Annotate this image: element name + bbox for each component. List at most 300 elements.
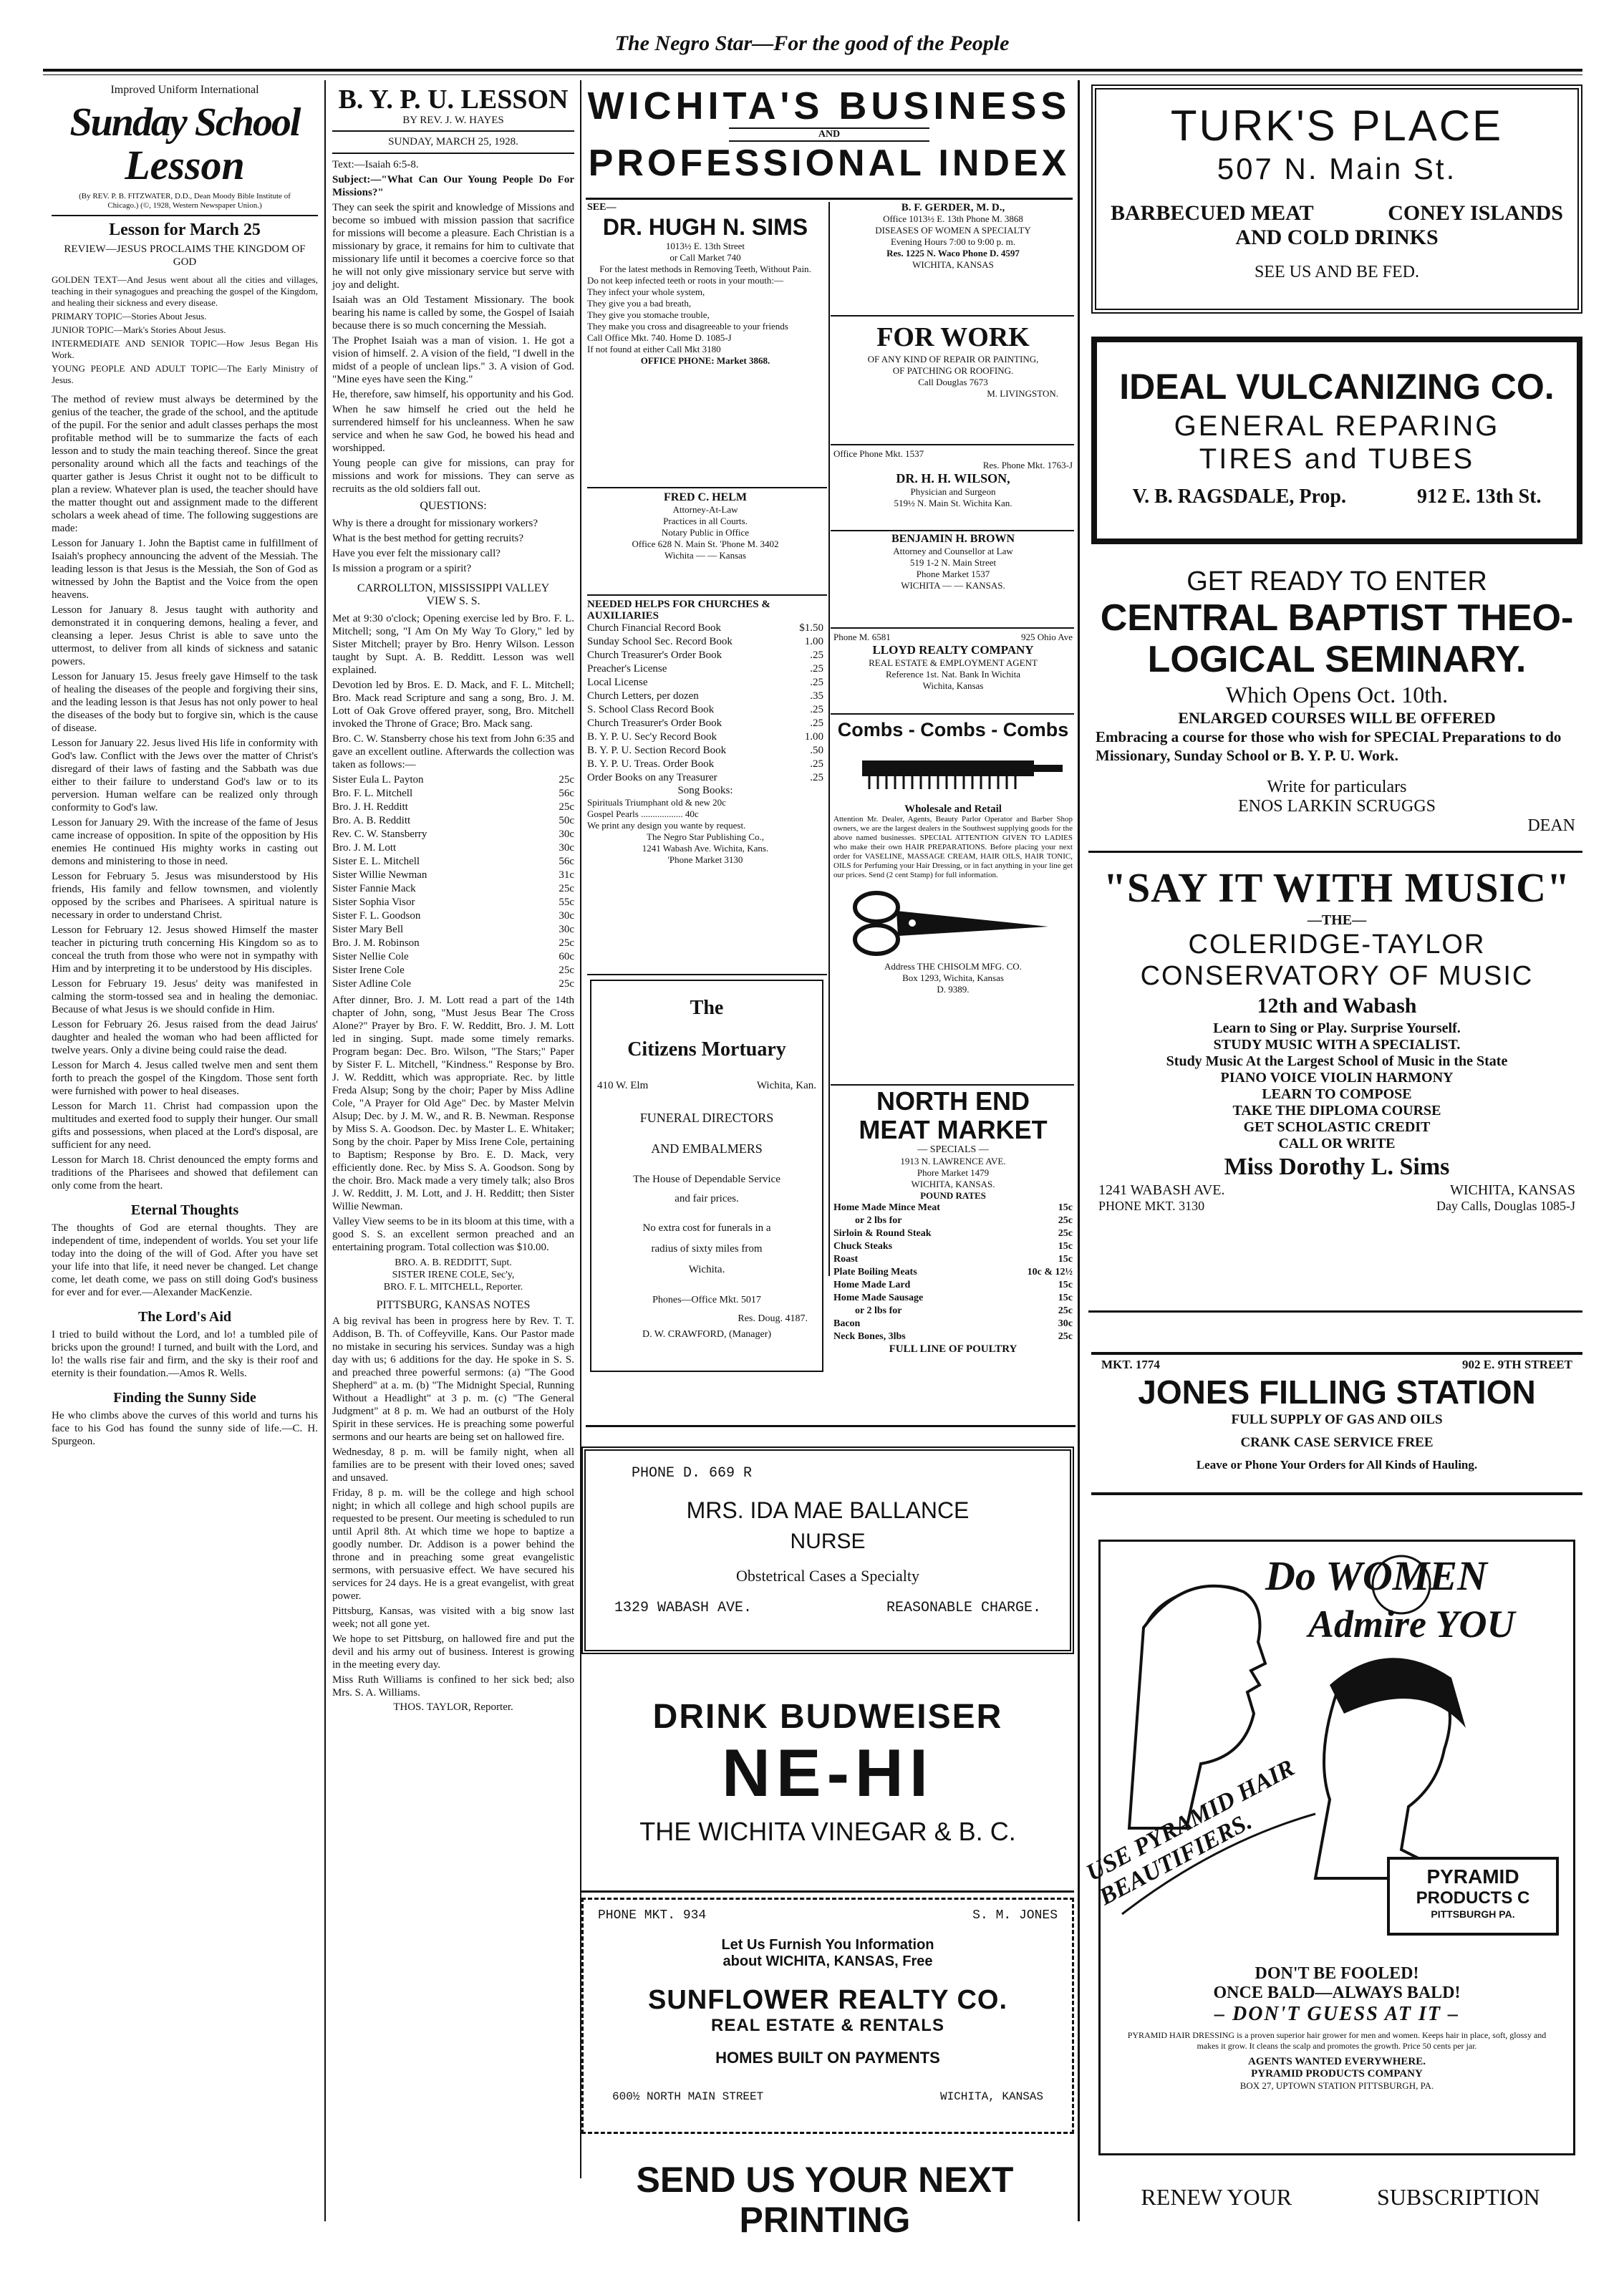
divider (587, 594, 827, 596)
seminary-line: GET READY TO ENTER (1186, 566, 1487, 596)
lesson-heading: Lesson for March 25 (109, 221, 261, 239)
nurse-title: NURSE (790, 1530, 866, 1553)
seminary-line: DEAN (1527, 816, 1575, 835)
lesson-paragraph: Lesson for March 18. Christ denounced the empty forms and traditions of the Pharisees and showed that defilement can only come from the heart. (52, 1154, 318, 1192)
meat-price: 25c (1058, 1305, 1073, 1316)
meat-item: or 2 lbs for (855, 1305, 902, 1316)
after-dinner-text: After dinner, Bro. J. M. Lott read a part of the 14th chapter of John, song, "Must Jesus Bear The Cross Alone?" Prayer by Bro. F. W. Redditt, Bro. J. M. Lott led in singing. Supt. made some timely remarks. Program began: Dec. Bro. Wilson, "The Stars;" Paper by Sister F. L. Mitchell, "Kindness." Response by Bro. J. W. Redditt, which was appropriate. Rec. by little Freda Alsup; Song by the choir; Paper by Miss Adline Cole, "A Prayer for Old Age" Dec. by Master Melvin Alsup; Dec. by J. M. W., and R. B. Newman. Response by Miss S. A. Goodson. Dec. by Master L. E. Whitaker; Song by the choir. Paper by Miss Irene Cole, pertaining to Baptism; Response by Bro. E. D. Mack, very efficiently done. Rec. by Miss S. A. Goodson. Song by the choir. Bro. Mack made a very timely talk; also Bros J. W. Redditt, J. M. Lott, and J. H. Redditt; then Sister Willie Newman. (332, 995, 574, 1212)
divider (1088, 851, 1582, 853)
gerder-line: Office 1013½ E. 13th Phone M. 3868 (883, 213, 1023, 224)
realty-top-row (584, 1900, 1072, 1923)
signoff-line: SISTER IRENE COLE, Sec'y, (392, 1270, 515, 1280)
pittsburg-paragraph: We hope to set Pittsburg, on hallowed fire and put the devil and his army out of business. Interest is growing in the meeting every day. (332, 1633, 574, 1671)
combs-text: Attention Mr. Dealer, Agents, Beauty Parlor Operator and Barber Shop owners, we are the largest dealers in the Southwest supplying goods for the above named businesses. SPECIAL ATTENTION GIVEN TO LADIES who make their own HAIR PREPARATIONS. Before placing your next order for VASELINE, MASSAGE CREAM, HAIR OILS, HAIR TONIC, OILS for Perfuming your Hair Dressing, or in fact anything in your line get our prices. Send (2 cent Stamp) for full information. (833, 815, 1073, 879)
index-title-line1: WICHITA'S BUSINESS (587, 84, 1071, 127)
meat-item: Home Made Lard (833, 1280, 911, 1290)
jones-line: FULL SUPPLY OF GAS AND OILS (1231, 1412, 1443, 1427)
helps-row (587, 717, 823, 730)
divider (831, 530, 1074, 531)
divider (332, 153, 574, 154)
sims-line: They give you a bad breath, (587, 298, 692, 309)
junior-topic: JUNIOR TOPIC—Mark's Stories About Jesus. (52, 324, 226, 335)
turks-item: BARBECUED MEAT (1111, 201, 1314, 225)
bypu-byline: BY REV. J. W. HAYES (402, 115, 504, 126)
divider (587, 487, 827, 488)
donation: 30c (559, 910, 574, 922)
aid-heading: The Lord's Aid (137, 1309, 232, 1325)
music-line: 12th and Wabash (1257, 994, 1417, 1018)
meat-rates: POUND RATES (920, 1190, 986, 1201)
jones-line: CRANK CASE SERVICE FREE (1240, 1435, 1434, 1450)
bypu-paragraph: The Prophet Isaiah was a man of vision. 1. He got a vision of himself. 2. A vision of the field, "I dwell in the midst of a people of unclean lips." 3. A vision of God. "Mine eyes have seen the King." (332, 335, 574, 385)
meat-price: 15c (1058, 1293, 1073, 1303)
mortuary-line: Wichita. (688, 1264, 725, 1275)
question: Have you ever felt the missionary call? (332, 548, 501, 559)
index-rule (586, 198, 1073, 200)
lesson-paragraph: Lesson for January 15. Jesus freely gave Himself to the task of healing the diseases of the people and forgiving their sins, and the leading lesson is that Jesus has not only power to heal the diseases of the body but to forgive sin, which is the cause of disease. (52, 671, 318, 734)
realty-line: about WICHITA, KANSAS, Free (722, 1953, 933, 1969)
sims-line: They make you cross and disagreeable to your friends (587, 321, 788, 332)
jones-addr: 902 E. 9TH STREET (1462, 1358, 1572, 1371)
meat-price: 15c (1058, 1202, 1073, 1213)
realty-homes: HOMES BUILT ON PAYMENTS (715, 2049, 940, 2067)
item-price: 1.00 (804, 636, 823, 647)
collection-row (332, 855, 574, 869)
mortuary-line: FUNERAL DIRECTORS (639, 1111, 774, 1125)
donation: 25c (559, 801, 574, 813)
sunday-school-column (52, 84, 318, 2261)
pyramid-line: ONCE BALD—ALWAYS BALD! (1213, 1984, 1461, 2002)
helm-line: Notary Public in Office (661, 527, 750, 538)
bypu-date: SUNDAY, MARCH 25, 1928. (388, 136, 518, 148)
renew-row (1098, 2184, 1582, 2211)
publisher-line: 'Phone Market 3130 (667, 854, 743, 865)
logo-line: PRODUCTS C (1416, 1888, 1530, 1908)
lesson-paragraph: Lesson for January 22. Jesus lived His life in conformity with God's law. Conflict with the Jews over the matter of Christ's disregard of their laws of fasting and the Sabbath was due either to their failure to understand God's law or to its perversion. Human welfare can be realized only through conformity to God's law. (52, 738, 318, 813)
eternal-text: The thoughts of God are eternal thoughts. They are independent of time, independent of worlds. You set your life today into the doing of the will of God. After you have set your life into that life, it need never be changed. Let change come, let death come, we pass on still doing God's business for ever and for ever.—Alexander MacKenzie. (52, 1222, 318, 1298)
young-topic: YOUNG PEOPLE AND ADULT TOPIC—The Early Ministry of Jesus. (52, 363, 318, 385)
meat-row (833, 1279, 1073, 1292)
meat-item: Neck Bones, 3lbs (833, 1331, 906, 1342)
mortuary-the: The (690, 997, 724, 1019)
index-title-line2: PROFESSIONAL INDEX (588, 143, 1070, 184)
meat-row (833, 1330, 1073, 1343)
needed-helps-ad (587, 599, 823, 971)
nehi-brand: NE-HI (722, 1735, 934, 1810)
donation: 31c (559, 869, 574, 881)
scissors-icon (833, 882, 1073, 961)
lesson-paragraph: Lesson for January 8. Jesus taught with authority and demonstrated it in conquering demons, healing a fever, and cleansing a leper. Jesus Christ is able to save unto the uttermost, to deliver from all kinds of sickness and satanic powers. (52, 604, 318, 667)
donor-name: Sister Mary Bell (332, 924, 404, 935)
comb-icon (833, 748, 1073, 798)
item-name: Local License (587, 677, 648, 688)
bypu-paragraph: When he saw himself he cried out the held he surrendered himself for his uncleanness. When he saw service and when he saw God, he bowed his head and worshipped. (332, 404, 574, 454)
music-phone-row (1091, 1199, 1582, 1214)
donor-name: Rev. C. W. Stansberry (332, 829, 427, 840)
donor-name: Sister E. L. Mitchell (332, 856, 420, 867)
meat-market-ad (833, 1087, 1073, 1373)
item-name: B. Y. P. U. Treas. Order Book (587, 758, 715, 770)
meat-price: 30c (1058, 1318, 1073, 1329)
item-name: Church Treasurer's Order Book (587, 649, 722, 661)
meat-row (833, 1305, 1073, 1318)
work-title: FOR WORK (876, 322, 1030, 352)
sunny-heading: Finding the Sunny Side (113, 1390, 256, 1406)
collection-text: Bro. C. W. Stansberry chose his text from John 6:35 and gave an excellent outline. Afterwards the collection was taken as follows:— (332, 733, 574, 771)
seminary-line: Embracing a course for those who wish for SPECIAL Preparations to do Missionary, Sunday School or B. Y. P. U. Work. (1096, 728, 1562, 764)
combs-addr: D. 9389. (937, 984, 970, 995)
pyramid-do-women: Do WOMEN (1265, 1552, 1487, 1599)
jones-ad (1091, 1352, 1582, 1495)
item-price: $1.50 (799, 622, 823, 634)
ideal-line: GENERAL REPARING (1174, 410, 1500, 442)
masthead: The Negro Star—For the good of the People (614, 32, 1010, 55)
sims-line: If not found at either Call Mkt 3180 (587, 344, 721, 354)
donor-name: Bro. J. M. Lott (332, 842, 397, 854)
turks-row (1096, 187, 1577, 226)
item-price: .35 (810, 690, 823, 702)
turks-addr: 507 N. Main St. (1217, 152, 1457, 185)
donation: 30c (559, 842, 574, 854)
ideal-ad (1091, 337, 1582, 544)
divider (587, 974, 827, 975)
donation: 25c (559, 978, 574, 990)
lesson-title (52, 102, 318, 188)
item-name: B. Y. P. U. Section Record Book (587, 745, 727, 756)
collection-row (332, 841, 574, 855)
collection-row (332, 923, 574, 937)
bypu-subject: Subject:—"What Can Our Young People Do For Missions?" (332, 174, 574, 198)
meat-item: Home Made Mince Meat (833, 1202, 940, 1213)
item-price: .25 (810, 772, 823, 783)
mortuary-line: AND EMBALMERS (651, 1141, 763, 1156)
item-name: Preacher's License (587, 663, 667, 675)
donation: 25c (559, 774, 574, 786)
realty-ad (581, 1898, 1074, 2134)
music-line: COLERIDGE-TAYLOR (1188, 929, 1486, 960)
realty-bottom-row (584, 2067, 1072, 2103)
collection-row (332, 964, 574, 977)
divider (831, 444, 1074, 445)
donor-name: Sister Sophia Visor (332, 897, 415, 908)
golden-text: GOLDEN TEXT—And Jesus went about all the cities and villages, teaching in their synagogues and preaching the gospel of the Kingdom, and healing their sickness and every disease. (52, 274, 318, 308)
pittsburg-paragraph: Miss Ruth Williams is confined to her sick bed; also Mrs. S. A. Williams. (332, 1674, 574, 1699)
wilson-office: Office Phone Mkt. 1537 (833, 448, 924, 459)
collection-row (332, 882, 574, 896)
mortuary-addr-row (591, 1080, 822, 1092)
meat-item: Sirloin & Round Steak (833, 1228, 932, 1239)
mortuary-line: The House of Dependable Service (633, 1174, 780, 1185)
eternal-heading: Eternal Thoughts (130, 1202, 239, 1218)
lloyd-phone: Phone M. 6581 (833, 632, 891, 642)
realty-name: SUNFLOWER REALTY CO. (647, 1985, 1008, 2015)
meat-city: WICHITA, KANSAS. (911, 1179, 995, 1189)
seminary-line: Which Opens Oct. 10th. (1225, 682, 1449, 707)
combs-ad (833, 718, 1073, 1083)
divider (52, 215, 318, 216)
pyramid-line: – DON'T GUESS AT IT – (1214, 2003, 1459, 2025)
lloyd-phone-row (833, 632, 1073, 643)
combs-addr: Address THE CHISOLM MFG. CO. (884, 961, 1022, 972)
meat-row (833, 1292, 1073, 1305)
masthead-rule (43, 69, 1582, 72)
signoff-line: BRO. A. B. REDDITT, Supt. (395, 1257, 512, 1268)
meat-row (833, 1227, 1073, 1240)
lloyd-line: Wichita, Kansas (922, 680, 984, 691)
collection-row (332, 909, 574, 923)
music-line: GET SCHOLASTIC CREDIT (1243, 1119, 1431, 1135)
bypu-column (332, 84, 574, 2261)
index-and: AND (729, 127, 929, 142)
helps-row (587, 703, 823, 717)
seminary-line: CENTRAL BAPTIST THEO- (1100, 597, 1574, 639)
divider (831, 1084, 1074, 1086)
combs-addr: Box 1293, Wichita, Kansas (902, 972, 1004, 983)
bypu-text-ref: Text:—Isaiah 6:5-8. (332, 159, 419, 170)
pyramid-use: USE PYRAMID HAIR BEAUTIFIERS. (1082, 1754, 1299, 1911)
mortuary-phone: Phones—Office Mkt. 5017 (652, 1295, 761, 1305)
collection-row (332, 773, 574, 787)
carrollton-heading: CARROLLTON, MISSISSIPPI VALLEY VIEW S. S. (357, 582, 550, 607)
pittsburg-heading: PITTSBURG, KANSAS NOTES (376, 1299, 531, 1311)
gerder-ad (833, 202, 1073, 309)
lloyd-line: Reference 1st. Nat. Bank In Wichita (885, 669, 1021, 680)
mortuary-line: No extra cost for funerals in a (642, 1222, 771, 1234)
divider (1088, 1310, 1582, 1313)
nurse-charge: REASONABLE CHARGE. (886, 1600, 1041, 1616)
question: Is mission a program or a spirit? (332, 563, 472, 574)
pyramid-logo (1387, 1857, 1559, 1936)
item-price: 1.00 (804, 731, 823, 743)
renew-text: SUBSCRIPTION (1376, 2184, 1540, 2210)
nurse-bottom-row (586, 1585, 1070, 1616)
pittsburg-paragraph: Wednesday, 8 p. m. will be family night, when all families are to be present with their loved ones; saved and unsaved. (332, 1446, 574, 1484)
work-line: M. LIVINGSTON. (987, 388, 1058, 399)
column-divider (324, 80, 326, 2221)
realty-line: Let Us Furnish You Information (721, 1937, 934, 1953)
item-name: S. School Class Record Book (587, 704, 715, 715)
jones-line: Leave or Phone Your Orders for All Kinds of Hauling. (1196, 1458, 1478, 1472)
donor-name: Sister Nellie Cole (332, 951, 409, 962)
turks-title: TURK'S PLACE (1170, 102, 1504, 150)
item-price: .25 (810, 718, 823, 729)
sims-line: They give you stomache trouble, (587, 309, 710, 320)
collection-list (332, 773, 574, 991)
collection-row (332, 814, 574, 828)
divider (831, 627, 1074, 629)
realty-city: WICHITA, KANSAS (939, 2090, 1043, 2103)
renew-text: RENEW YOUR (1141, 2184, 1292, 2210)
jones-top-row (1091, 1355, 1582, 1372)
meat-item: Roast (833, 1254, 859, 1265)
pyramid-line: PYRAMID PRODUCTS COMPANY (1251, 2068, 1423, 2080)
meat-price: 15c (1058, 1280, 1073, 1290)
collection-row (332, 869, 574, 882)
wilson-addr: 519½ N. Main St. Wichita Kan. (894, 498, 1012, 508)
sims-line: They infect your whole system, (587, 286, 705, 297)
lloyd-line: REAL ESTATE & EMPLOYMENT AGENT (869, 657, 1038, 668)
question: What is the best method for getting recruits? (332, 533, 524, 544)
music-addr: WICHITA, KANSAS (1449, 1182, 1575, 1198)
lesson-paragraph: Lesson for February 5. Jesus was misunderstood by His friends, His family and fellow townsmen, and violently opposed by the scribes and Pharisees. A spiritual nature is necessary in order to understand Christ. (52, 871, 318, 921)
donor-name: Bro. A. B. Redditt (332, 815, 411, 826)
aid-text: I tried to build without the Lord, and lo! a tumbled pile of bricks upon the ground! I turned, and built with the Lord, and lo! the walls rise fair and firm, and the sky is their roof and eternity is their foundation.—Amos R. Wells. (52, 1329, 318, 1379)
work-line: OF PATCHING OR ROOFING. (892, 365, 1014, 376)
wilson-name: DR. H. H. WILSON, (896, 471, 1010, 486)
combs-sub: Wholesale and Retail (904, 803, 1002, 815)
music-addr: 1241 WABASH AVE. (1098, 1182, 1225, 1198)
brown-line: 519 1-2 N. Main Street (909, 557, 997, 568)
sims-line: 1013½ E. 13th Street (665, 241, 745, 251)
meat-poultry: FULL LINE OF POULTRY (889, 1343, 1018, 1355)
column-divider (1078, 80, 1080, 2221)
collection-row (332, 977, 574, 991)
meat-price: 15c (1058, 1254, 1073, 1265)
item-price: .25 (810, 663, 823, 675)
logo-line: PYRAMID (1426, 1865, 1519, 1888)
gerder-line: DISEASES OF WOMEN A SPECIALTY (875, 225, 1031, 236)
music-ad (1091, 856, 1582, 1293)
turks-item: CONEY ISLANDS (1388, 201, 1563, 225)
donation: 56c (559, 788, 574, 799)
collection-row (332, 787, 574, 801)
brown-line: WICHITA — — KANSAS. (901, 580, 1005, 591)
pyramid-line: AGENTS WANTED EVERYWHERE. (1248, 2056, 1426, 2067)
collection-row (332, 950, 574, 964)
pyramid-copy (1101, 1964, 1573, 2092)
music-line: "SAY IT WITH MUSIC" (1103, 864, 1571, 911)
donor-name: Sister F. L. Goodson (332, 910, 421, 922)
lesson-paragraph: Lesson for February 12. Jesus showed Himself the master teacher in picturing truth concerning His Kingdom so as to conceal the truth from those who were not in sympathy with Him and by interpreting it to be understood by His disciples. (52, 924, 318, 975)
meat-row (833, 1318, 1073, 1330)
collection-row (332, 828, 574, 841)
seminary-line: LOGICAL SEMINARY. (1147, 639, 1527, 680)
item-price: .25 (810, 758, 823, 770)
brown-name: BENJAMIN H. BROWN (891, 533, 1015, 545)
mortuary-city: Wichita, Kan. (756, 1080, 816, 1091)
lloyd-ad (833, 632, 1073, 710)
divider (831, 713, 1074, 715)
nurse-specialty: Obstetrical Cases a Specialty (736, 1567, 919, 1585)
helm-line: Wichita — — Kansas (664, 550, 746, 561)
seminary-line: Write for particulars (1267, 778, 1407, 796)
divider (581, 1890, 1074, 1893)
collection-row (332, 896, 574, 909)
meat-item: or 2 lbs for (855, 1215, 902, 1226)
nurse-phone: PHONE D. 669 R (632, 1465, 753, 1482)
lesson-paragraph: Lesson for January 29. With the increase of the fame of Jesus came increase of opposition. In spite of the opposition by His enemies He continued His mighty works in casting out demons and ministering to those in need. (52, 817, 318, 867)
music-line: CONSERVATORY OF MUSIC (1140, 961, 1534, 991)
nehi-ad (581, 1697, 1074, 1869)
turks-line: AND COLD DRINKS (1235, 226, 1439, 249)
mortuary-ad (590, 980, 823, 1372)
wilson-title: Physician and Surgeon (910, 486, 996, 497)
bypu-paragraph: They can seek the spirit and knowledge of Missions and become so imbued with mission passion that sacrifice for missions will become a pleasure. Each Christian is a missionary by grace, it remains for him to cultivate that missionary life until it becomes a coercive force so that he will not only give missionary service but serve with joy and delight. (332, 202, 574, 291)
lesson-paragraph: Lesson for March 11. Christ had compassion upon the multitudes and exerted food to supply their hunger. Our small gifts and possessions, when placed at the Lord's disposal, are sufficient for any need. (52, 1101, 318, 1151)
pittsburg-paragraph: Friday, 8 p. m. will be the college and high school night; in which all college and high school pupils are requested to be present. Our meeting is scheduled to run until April 8th. At which time we hope to baptize a goodly number. Dr. Addison is a power behind the throne and in preaching some great evangelistic sermons, with persuasive effect. We have secured his services for 24 days. He is a great evangelist, with great power. (332, 1487, 574, 1602)
meat-specials: — SPECIALS — (917, 1144, 989, 1155)
meat-row (833, 1253, 1073, 1266)
lesson-paragraph: The method of review must always be determined by the genius of the teacher, the grade of the school, and the aptitude of the pupil. For the senior and adult classes perhaps the most profitable method will be to summarize the facts of each lesson and to study the main teaching thereof. Since the great personality around which all the facts and teachings of the quarter gather is Jesus Christ it ought not to be difficult to plan a review. Whatever plan is used, the teacher should have the matter thought out and assignment made to the different scholars a week ahead of time. The following suggestions are made: (52, 394, 318, 534)
realty-addr: 600½ NORTH MAIN STREET (612, 2090, 764, 2103)
donation: 25c (559, 965, 574, 976)
sims-name: DR. HUGH N. SIMS (602, 214, 808, 240)
meat-row (833, 1214, 1073, 1227)
for-work-ad (833, 321, 1073, 443)
turks-line: SEE US AND BE FED. (1254, 263, 1420, 281)
work-line: OF ANY KIND OF REPAIR OR PAINTING, (867, 354, 1039, 364)
meat-price: 25c (1058, 1331, 1073, 1342)
music-phone: PHONE MKT. 3130 (1098, 1199, 1205, 1213)
helps-row (587, 690, 823, 703)
nehi-drink: DRINK BUDWEISER (652, 1698, 1003, 1736)
helps-row (587, 622, 823, 635)
donor-name: Bro. F. L. Mitchell (332, 788, 413, 799)
sims-line: or Call Market 740 (670, 252, 741, 263)
music-line: Study Music At the Largest School of Music in the State (1166, 1053, 1508, 1069)
mortuary-addr: 410 W. Elm (597, 1080, 649, 1091)
work-line: Call Douglas 7673 (918, 377, 988, 387)
music-name: Miss Dorothy L. Sims (1224, 1154, 1450, 1180)
helps-row (587, 662, 823, 676)
seminary-line: ENLARGED COURSES WILL BE OFFERED (1178, 709, 1496, 727)
sims-line: For the latest methods in Removing Teeth, Without Pain. (599, 264, 811, 274)
donation: 60c (559, 951, 574, 962)
pyramid-admire: Admire YOU (1308, 1603, 1515, 1646)
printing-banner: SEND US YOUR NEXT PRINTING (636, 2160, 1014, 2240)
lesson-paragraph: Lesson for February 19. Jesus' deity was manifested in calming the storm-tossed sea and in healing the demoniac. Because of what Jesus is we should confide in Him. (52, 978, 318, 1015)
brown-line: Phone Market 1537 (916, 569, 990, 579)
index-header (586, 84, 1073, 192)
pyramid-line: BOX 27, UPTOWN STATION PITTSBURGH, PA. (1239, 2080, 1434, 2091)
sims-see: SEE— (587, 202, 617, 213)
item-name: Church Treasurer's Order Book (587, 718, 722, 729)
helps-row (587, 649, 823, 662)
music-line: LEARN TO COMPOSE (1262, 1086, 1412, 1102)
song-heading: Song Books: (677, 785, 733, 796)
divider (332, 130, 574, 132)
meat-item: Bacon (833, 1318, 861, 1329)
lloyd-name: LLOYD REALTY COMPANY (872, 643, 1034, 657)
sunny-text: He who climbs above the curves of this world and turns his face to his God has found the sunny side of life.—C. H. Spurgeon. (52, 1410, 318, 1447)
mortuary-line: and fair prices. (675, 1193, 739, 1204)
wilson-ad (833, 448, 1073, 527)
music-calls: Day Calls, Douglas 1085-J (1436, 1199, 1575, 1213)
donor-name: Sister Willie Newman (332, 869, 427, 881)
item-name: Sunday School Sec. Record Book (587, 636, 733, 647)
brown-ad (833, 533, 1073, 619)
donation: 55c (559, 897, 574, 908)
helm-line: Office 628 N. Main St. 'Phone M. 3402 (632, 538, 779, 549)
ideal-row (1097, 475, 1577, 508)
brown-line: Attorney and Counsellor at Law (893, 546, 1013, 556)
realty-owner: S. M. JONES (972, 1908, 1058, 1923)
bypu-title: B. Y. P. U. LESSON (338, 84, 569, 115)
ideal-line: TIRES and TUBES (1199, 443, 1475, 475)
item-price: .50 (810, 745, 823, 756)
meat-addr: 1913 N. LAWRENCE AVE. (900, 1156, 1006, 1167)
questions-heading: QUESTIONS: (420, 500, 487, 512)
signoff-line: BRO. F. L. MITCHELL, Reporter. (383, 1282, 523, 1293)
helps-row (587, 758, 823, 771)
collection-row (332, 937, 574, 950)
pittsburg-reporter: THOS. TAYLOR, Reporter. (393, 1701, 513, 1713)
meat-price: 25c (1058, 1228, 1073, 1239)
pittsburg-paragraph: A big revival has been in progress here by Rev. T. T. Addison, B. Th. of Coffeyville, Kans. Our Pastor made no mistake in securing his services. Sunday was a high day with us; 6 additions for the day. He spoke in S. S. and preached three powerful sermons: (a) "The Good Shepherd" at a. m. (b) "The Midnight Special, Running Without a Headlight" at 3 p. m. (c) "The General Judgment" at 8 p. m. We had an outburst of the Holy Spirit in these services. He is preaching some powerful sermons and our hearts are being set on hallowed fire. (332, 1315, 574, 1443)
helm-line: Attorney-At-Law (672, 504, 738, 515)
sims-line: OFFICE PHONE: Market 3868. (640, 355, 770, 366)
meat-price: 10c & 12½ (1027, 1267, 1073, 1277)
